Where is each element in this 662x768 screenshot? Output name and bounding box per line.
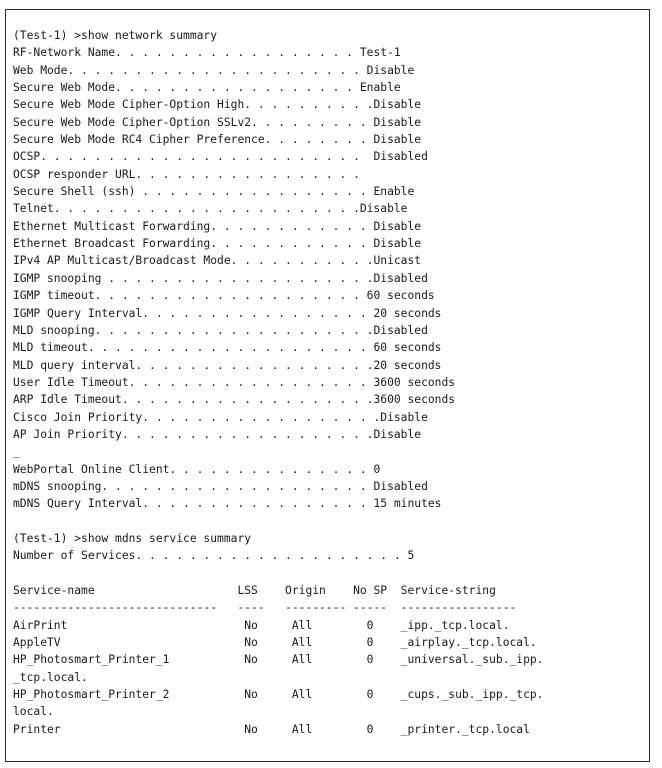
secure-shell-line: Secure Shell (ssh) . . . . . . . . . . . . . . . . . Enable: [13, 185, 415, 199]
ocsp-responder-url-line: OCSP responder URL. . . . . . . . . . . . . . . . .: [13, 167, 360, 181]
arp-idle-timeout-line: ARP Idle Timeout. . . . . . . . . . . . . . . . . . .3600 seconds: [13, 393, 456, 407]
igmp-timeout-line: IGMP timeout. . . . . . . . . . . . . . . . . . . . 60 seconds: [13, 289, 435, 303]
ap-join-priority-line: AP Join Priority. . . . . . . . . . . . . . . . . . .Disable: [13, 427, 422, 441]
rc4-cipher-preference-line: Secure Web Mode RC4 Cipher Preference. . . . . . . . Disable: [13, 133, 422, 147]
mdns-query-interval-line: mDNS Query Interval. . . . . . . . . . . . . . . . . 15 minutes: [13, 497, 442, 511]
telnet-line: Telnet. . . . . . . . . . . . . . . . . . . . . . .Disable: [13, 202, 408, 216]
cipher-option-high-line: Secure Web Mode Cipher-Option High. . . . . . . . . .Disable: [13, 98, 422, 112]
service-table-divider: ------------------------------ ---- --------- ----- -----------------: [13, 601, 517, 615]
cisco-join-priority-line: Cisco Join Priority. . . . . . . . . . . . . . . . . .Disable: [13, 410, 428, 424]
blank-line: [13, 565, 544, 582]
mld-timeout-line: MLD timeout. . . . . . . . . . . . . . . . . . . . . 60 seconds: [13, 341, 442, 355]
user-idle-timeout-line: User Idle Timeout. . . . . . . . . . . . . . . . . . 3600 seconds: [13, 375, 456, 389]
mld-query-interval-line: MLD query interval. . . . . . . . . . . . . . . . . .20 seconds: [13, 358, 442, 372]
terminal-output: [13, 27, 544, 738]
web-mode-line: Web Mode. . . . . . . . . . . . . . . . . . . . . . Disable: [13, 63, 415, 77]
ethernet-multicast-line: Ethernet Multicast Forwarding. . . . . . . . . . . . Disable: [13, 219, 422, 233]
igmp-query-interval-line: IGMP Query Interval. . . . . . . . . . . . . . . . . 20 seconds: [13, 306, 442, 320]
number-of-services-line: Number of Services. . . . . . . . . . . . . . . . . . . . 5: [13, 549, 415, 563]
ocsp-line: OCSP. . . . . . . . . . . . . . . . . . . . . . . . Disabled: [13, 150, 428, 164]
command-show-network-summary: (Test-1) >show network summary: [13, 29, 218, 42]
secure-web-mode-line: Secure Web Mode. . . . . . . . . . . . . . . . . . Enable: [13, 81, 401, 95]
igmp-snooping-line: IGMP snooping . . . . . . . . . . . . . . . . . . . .Disabled: [13, 271, 428, 285]
table-row: HP_Photosmart_Printer_1 No All 0 _universal._sub._ipp.: [13, 653, 544, 667]
service-table-header: Service-name LSS Origin No SP Service-string: [13, 584, 496, 597]
command-show-mdns-service-summary: (Test-1) >show mdns service summary: [13, 531, 252, 545]
table-row: AirPrint No All 0 _ipp._tcp.local.: [13, 618, 510, 632]
table-row: Printer No All 0 _printer._tcp.local: [13, 722, 530, 736]
blank-line: [13, 513, 544, 530]
mld-snooping-line: MLD snooping. . . . . . . . . . . . . . . . . . . . .Disabled: [13, 323, 428, 337]
table-row-continuation: _tcp.local.: [13, 670, 88, 684]
cursor-line: _: [13, 445, 20, 459]
cipher-option-sslv2-line: Secure Web Mode Cipher-Option SSLv2. . . . . . . . . Disable: [13, 115, 422, 129]
table-row: HP_Photosmart_Printer_2 No All 0 _cups._sub._ipp._tcp.: [13, 688, 544, 702]
webportal-online-client-line: WebPortal Online Client. . . . . . . . . . . . . . . 0: [13, 462, 381, 476]
ethernet-broadcast-line: Ethernet Broadcast Forwarding. . . . . . . . . . . . Disable: [13, 237, 422, 251]
table-row-continuation: local.: [13, 705, 54, 719]
mdns-snooping-line: mDNS snooping. . . . . . . . . . . . . . . . . . . . Disabled: [13, 479, 428, 493]
table-row: AppleTV No All 0 _airplay._tcp.local.: [13, 636, 537, 650]
rf-network-name-line: RF-Network Name. . . . . . . . . . . . . . . . . . Test-1: [13, 46, 401, 60]
ipv4-ap-multicast-line: IPv4 AP Multicast/Broadcast Mode. . . . . . . . . . .Unicast: [13, 254, 422, 268]
